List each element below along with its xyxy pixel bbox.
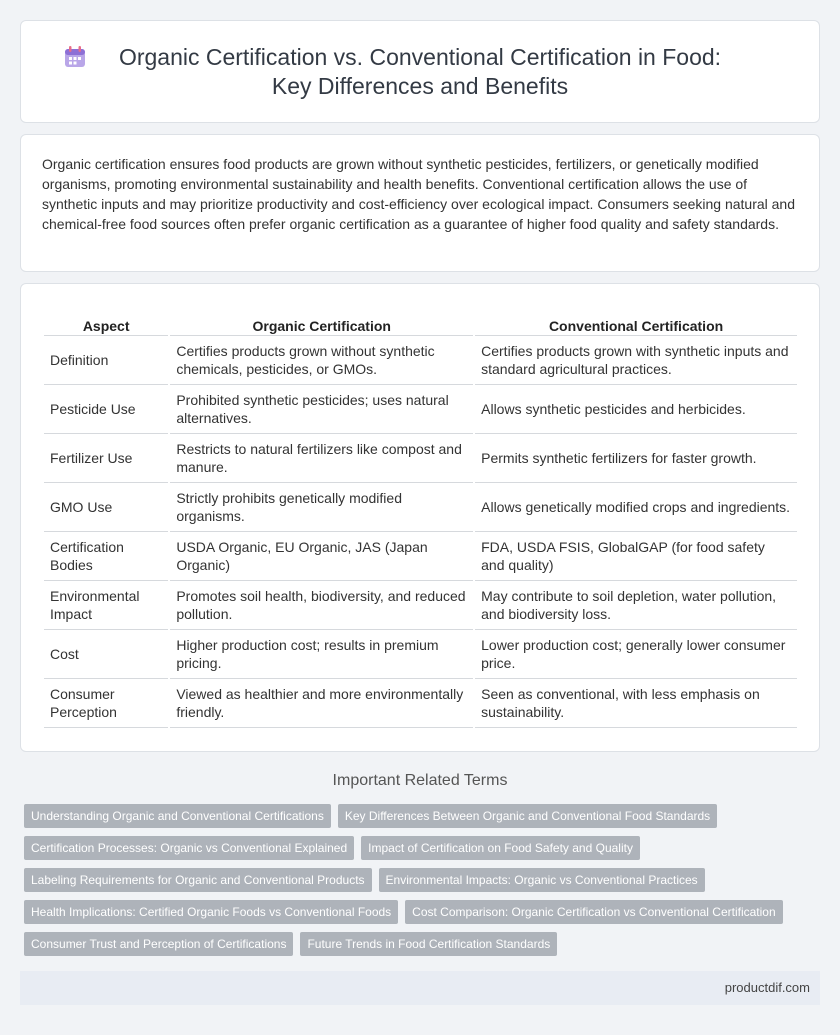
- conventional-cell: Permits synthetic fertilizers for faster growth.: [475, 434, 797, 483]
- table-row: [44, 581, 797, 630]
- comparison-table: [42, 314, 799, 728]
- aspect-cell: Certification Bodies: [44, 532, 168, 581]
- intro-paragraph: Organic certification ensures food products are grown without synthetic pesticides, fertilizers, or genetically modified organisms, promoting environmental sustainability and health benefits. Conventional certification allows the use of synthetic inputs and may prioritize productivity and cost-efficiency over ecological impact. Consumers seeking natural and chemical-free food sources often prefer organic certification as a guarantee of higher food quality and safety standards.: [42, 156, 795, 232]
- related-term-link[interactable]: Cost Comparison: Organic Certification vs Conventional Certification: [405, 900, 783, 924]
- table-row: [44, 630, 797, 679]
- related-term-link[interactable]: Consumer Trust and Perception of Certifications: [24, 932, 293, 956]
- aspect-cell: Fertilizer Use: [44, 434, 168, 483]
- organic-cell: Restricts to natural fertilizers like compost and manure.: [170, 434, 473, 483]
- header-card: [20, 20, 820, 123]
- conventional-cell: Allows genetically modified crops and ingredients.: [475, 483, 797, 532]
- related-term-link[interactable]: Certification Processes: Organic vs Conventional Explained: [24, 836, 354, 860]
- related-term-link[interactable]: Labeling Requirements for Organic and Conventional Products: [24, 868, 372, 892]
- organic-cell: USDA Organic, EU Organic, JAS (Japan Organic): [170, 532, 473, 581]
- conventional-cell: May contribute to soil depletion, water pollution, and biodiversity loss.: [475, 581, 797, 630]
- organic-cell: Higher production cost; results in premium pricing.: [170, 630, 473, 679]
- table-row: [44, 679, 797, 728]
- organic-cell: Prohibited synthetic pesticides; uses natural alternatives.: [170, 385, 473, 434]
- table-row: [44, 434, 797, 483]
- related-term-link[interactable]: Future Trends in Food Certification Standards: [300, 932, 557, 956]
- related-terms-row: [24, 804, 824, 828]
- page-title: Organic Certification vs. Conventional Certification in Food: Key Differences and Benefits: [118, 44, 722, 99]
- conventional-cell: Allows synthetic pesticides and herbicides.: [475, 385, 797, 434]
- aspect-cell: Pesticide Use: [44, 385, 168, 434]
- related-term-link[interactable]: Understanding Organic and Conventional Certifications: [24, 804, 331, 828]
- related-terms-title: Important Related Terms: [332, 772, 508, 789]
- header-organic: Organic Certification: [170, 314, 473, 336]
- organic-cell: Strictly prohibits genetically modified organisms.: [170, 483, 473, 532]
- conventional-cell: Lower production cost; generally lower consumer price.: [475, 630, 797, 679]
- related-terms-row: [24, 868, 824, 892]
- related-term-link[interactable]: Key Differences Between Organic and Conventional Food Standards: [338, 804, 717, 828]
- related-terms-row: [24, 932, 824, 956]
- conventional-cell: Certifies products grown with synthetic inputs and standard agricultural practices.: [475, 336, 797, 385]
- table-row: [44, 483, 797, 532]
- header-conventional: Conventional Certification: [475, 314, 797, 336]
- related-terms-row: [24, 836, 824, 860]
- header-aspect: Aspect: [44, 314, 168, 336]
- conventional-cell: Seen as conventional, with less emphasis on sustainability.: [475, 679, 797, 728]
- related-term-link[interactable]: Environmental Impacts: Organic vs Conventional Practices: [379, 868, 705, 892]
- aspect-cell: Cost: [44, 630, 168, 679]
- aspect-cell: Definition: [44, 336, 168, 385]
- table-row: [44, 336, 797, 385]
- table-header-row: [44, 314, 797, 336]
- conventional-cell: FDA, USDA FSIS, GlobalGAP (for food safety and quality): [475, 532, 797, 581]
- related-terms-list: [24, 804, 824, 964]
- related-term-link[interactable]: Health Implications: Certified Organic Foods vs Conventional Foods: [24, 900, 398, 924]
- organic-cell: Certifies products grown without synthetic chemicals, pesticides, or GMOs.: [170, 336, 473, 385]
- footer: [20, 971, 820, 1005]
- related-terms-row: [24, 900, 824, 924]
- organic-cell: Promotes soil health, biodiversity, and reduced pollution.: [170, 581, 473, 630]
- comparison-table-card: [20, 283, 820, 752]
- footer-site-link[interactable]: productdif.com: [724, 980, 810, 995]
- organic-cell: Viewed as healthier and more environmentally friendly.: [170, 679, 473, 728]
- intro-card: [20, 134, 820, 272]
- table-row: [44, 532, 797, 581]
- aspect-cell: GMO Use: [44, 483, 168, 532]
- aspect-cell: Consumer Perception: [44, 679, 168, 728]
- aspect-cell: Environmental Impact: [44, 581, 168, 630]
- related-term-link[interactable]: Impact of Certification on Food Safety and Quality: [361, 836, 640, 860]
- table-row: [44, 385, 797, 434]
